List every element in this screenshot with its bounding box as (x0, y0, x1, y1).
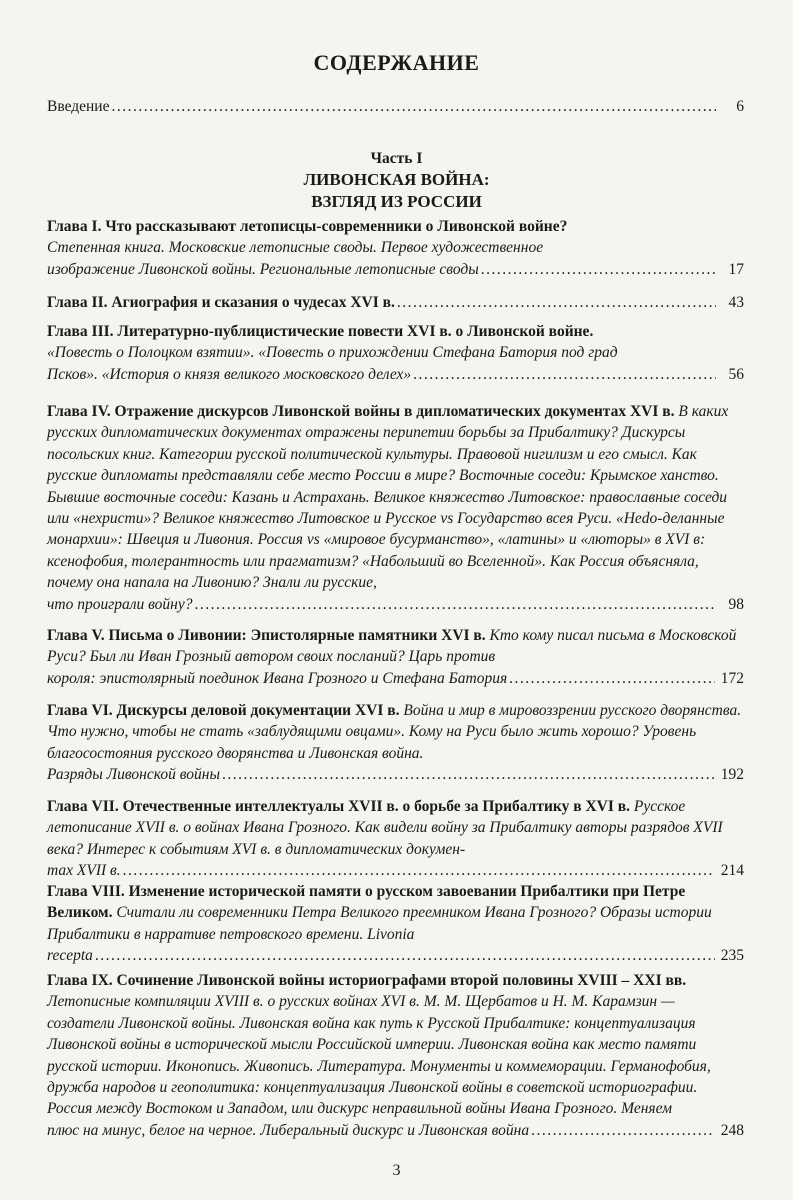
chapter-desc-end: изображение Ливонской войны. Региональные летописные своды (47, 260, 479, 278)
chapter-title: Глава V. Письма о Ливонии: Эпистолярные памятники XVI в. (47, 627, 486, 644)
chapter-desc-end: плюс на минус, белое на черное. Либеральный дискурс и Ливонская война (47, 1121, 530, 1139)
chapter-page: 192 (720, 766, 744, 784)
toc-entry-chapter-9[interactable] (47, 970, 744, 1141)
chapter-title: Глава I. Что рассказывают летописцы-современники о Ливонской войне? (47, 218, 568, 235)
part-title-line2: ВЗГЛЯД ИЗ РОССИИ (311, 192, 482, 211)
toc-entry-chapter-4[interactable] (47, 401, 744, 615)
chapter-desc: Считали ли современники Петра Великого преемником Ивана Грозного? Образы истории Прибалтики в нарративе петровского времени. Livonia (47, 904, 712, 943)
leader-dots (481, 259, 716, 280)
chapter-page: 172 (720, 669, 744, 687)
chapter-title: Глава VIII. Изменение исторической памяти о русском завоевании Прибалтики при Петре Великом. (47, 883, 686, 922)
toc-entry-intro[interactable] (47, 96, 744, 117)
chapter-desc-end: Разряды Ливонской войны (47, 766, 220, 784)
toc-entry-chapter-3[interactable] (47, 321, 744, 385)
leader-dots (95, 945, 715, 966)
chapter-desc: «Повесть о Полоцком взятии». «Повесть о прихождении Стефана Батория под град (47, 344, 618, 362)
chapter-desc: Степенная книга. Московские летописные своды. Первое художественное (47, 239, 544, 257)
chapter-desc-end: recepta (47, 947, 93, 965)
chapter-desc-end: что проиграли войну? (47, 595, 193, 613)
leader-dots (222, 764, 715, 785)
chapter-page: 214 (720, 862, 744, 880)
chapter-page: 235 (720, 947, 744, 965)
chapter-title: Глава III. Литературно-публицистические повести XVI в. о Ливонской войне. (47, 323, 594, 340)
toc-entry-chapter-2[interactable] (47, 292, 744, 313)
leader-dots (531, 1120, 715, 1141)
toc-entry-chapter-1[interactable] (47, 216, 744, 280)
part-title-line1: ЛИВОНСКАЯ ВОЙНА: (303, 170, 490, 189)
chapter-title: Глава IX. Сочинение Ливонской войны историографами второй половины XVIII – XXI вв. (47, 972, 687, 989)
chapter-desc: Война и мир в мировоззрении русского дворянства. Что нужно, чтобы не стать «заблудящими овцами». Кому на Руси было жить хорошо? Уровень благосостояния русского дворянства и Ливонская война. (47, 702, 742, 762)
chapter-title: Глава VI. Дискурсы деловой документации XVI в. (47, 702, 400, 719)
leader-dots (397, 292, 716, 313)
chapter-page: 98 (728, 595, 744, 613)
chapter-desc: Русское летописание XVII в. о войнах Ивана Грозного. Как видели войну за Прибалтику авторы разрядов XVII века? Интерес к событиям XVI в. в дипломатических докумен- (47, 798, 723, 858)
leader-dots (413, 364, 716, 385)
chapter-desc-end: тах XVII в. (47, 862, 121, 880)
chapter-desc: В каких русских дипломатических документах отражены перипетии борьбы за Прибалтику? Дискурсы посольских книг. Категории русской политической культуры. Правовой нигилизм и его смысл. Как русские дипломаты представляли себе место России в мире? Восточные соседи: Крымское ханство. Бывшие восточные соседи: Казань и Астрахань. Великое княжество Литовское: православные соседи или «нехристи»? Великое княжество Литовское и Русское vs Государство всея Руси. «Неdo-деланные монархии»: Швеция и Ливония. Россия vs «мировое бусурманство», «латины» и «люторы» в XVI в: ксенофобия, толерантность или прагматизм? «Набольший во Вселенной». Как Россия объясняла, почему она напала на Ливонию? Знали ли русские, (47, 403, 729, 592)
leader-dots (509, 668, 715, 689)
leader-dots (123, 860, 715, 881)
toc-entry-chapter-5[interactable] (47, 625, 744, 689)
toc-entry-chapter-8[interactable] (47, 881, 744, 967)
chapter-title: Глава II. Агиография и сказания о чудесах XVI в. (47, 294, 395, 311)
part-label: Часть I (370, 150, 423, 167)
chapter-desc: Летописные компиляции XVIII в. о русских войнах XVI в. М. М. Щербатов и Н. М. Карамзин — создатели Ливонской войны. Ливонская война как путь к Русской Прибалтике: концептуализация Ливонской войны в исторической мысли Российской империи. Ливонская война как место памяти русской истории. Иконопись. Живопись. Литература. Монументы и коммеморации. Германофобия, дружба народов и геополитика: концептуализация Ливонской войны в советской историографии. Россия между Востоком и Западом, или дискурс неправильной войны Ивана Грозного. Меняем (47, 993, 711, 1118)
chapter-desc-end: Псков». «История о князя великого московского делех» (47, 365, 412, 383)
chapter-title: Глава VII. Отечественные интеллектуалы XVII в. о борьбе за Прибалтику в XVI в. (47, 798, 631, 815)
chapter-page: 56 (728, 365, 744, 383)
chapter-title: Глава IV. Отражение дискурсов Ливонской войны в дипломатических документах XVI в. (47, 403, 675, 420)
intro-title: Введение (47, 98, 110, 115)
leader-dots (111, 96, 716, 117)
toc-entry-chapter-6[interactable] (47, 700, 744, 786)
toc-entry-chapter-7[interactable] (47, 796, 744, 882)
chapter-page: 248 (720, 1121, 744, 1139)
intro-page: 6 (736, 98, 744, 115)
leader-dots (195, 594, 717, 615)
chapter-page: 17 (728, 260, 744, 278)
chapter-page: 43 (728, 294, 744, 311)
chapter-desc: Кто кому писал письма в Московской Руси? Был ли Иван Грозный автором своих посланий? Царь против (47, 627, 737, 666)
page-title: СОДЕРЖАНИЕ (313, 50, 480, 75)
page-number: 3 (392, 1162, 401, 1179)
chapter-desc-end: короля: эпистолярный поединок Ивана Грозного и Стефана Батория (47, 669, 508, 687)
